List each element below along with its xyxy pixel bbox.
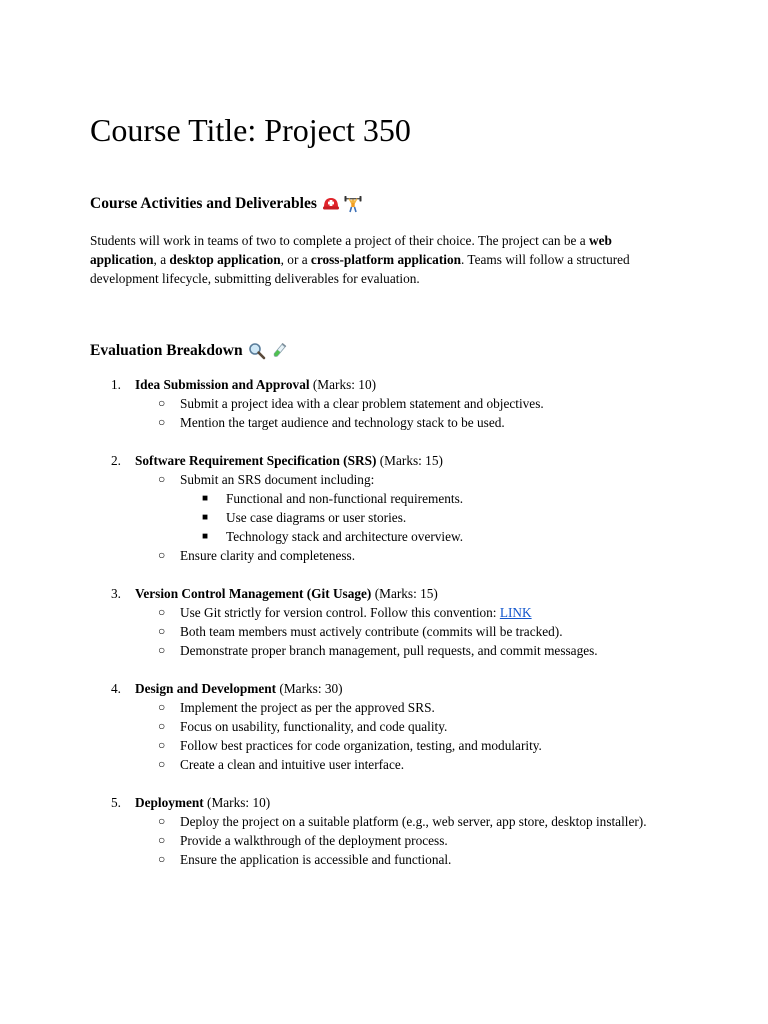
bullet-text: Use Git strictly for version control. Follow this convention: (180, 605, 500, 620)
circle-bullet-icon: ○ (158, 415, 166, 429)
bullet-item (0, 717, 768, 736)
sub-bullet-text: Functional and non-functional requirements. (226, 491, 464, 506)
bullet-text: Create a clean and intuitive user interface. (180, 757, 405, 772)
activities-heading (90, 193, 362, 215)
circle-bullet-icon: ○ (158, 738, 166, 752)
bullet-item (0, 413, 768, 432)
evaluation-item-header (0, 584, 768, 603)
item-title: Deployment (135, 795, 204, 810)
evaluation-item-header (0, 679, 768, 698)
item-marks: (Marks: 15) (376, 453, 443, 468)
circle-bullet-icon: ○ (158, 396, 166, 410)
circle-bullet-icon: ○ (158, 757, 166, 771)
intro-text-4: . Teams will follow a structured development lifecycle, submitting deliverables for evaluation. (90, 252, 630, 286)
sub-bullet-item (0, 508, 768, 527)
square-bullet-icon: ■ (202, 493, 209, 504)
evaluation-item (0, 793, 768, 869)
circle-bullet-icon: ○ (158, 472, 166, 486)
circle-bullet-icon: ○ (158, 814, 166, 828)
bullet-item (0, 698, 768, 717)
bullet-item (0, 546, 768, 565)
evaluation-list (0, 375, 768, 888)
convention-link[interactable]: LINK (499, 605, 532, 620)
item-number: 5. (111, 795, 121, 810)
item-number: 3. (111, 586, 121, 601)
sub-bullet-item (0, 527, 768, 546)
bullet-item (0, 736, 768, 755)
evaluation-item-header (0, 375, 768, 394)
bullet-text: Provide a walkthrough of the deployment process. (180, 833, 448, 848)
intro-bold-web-application: web application (90, 233, 612, 267)
bullet-item (0, 831, 768, 850)
evaluation-item-header (0, 451, 768, 470)
magnifying-glass-icon (248, 342, 266, 360)
bullet-text: Ensure clarity and completeness. (180, 548, 356, 563)
evaluation-item (0, 375, 768, 432)
intro-text-3: , or a (280, 252, 311, 267)
item-number: 2. (111, 453, 121, 468)
intro-bold-cross-platform-application: cross-platform application (310, 252, 461, 267)
bullet-item (0, 622, 768, 641)
bullet-text: Mention the target audience and technology stack to be used. (180, 415, 505, 430)
bullet-text: Submit an SRS document including: (180, 472, 375, 487)
bullet-text: Focus on usability, functionality, and code quality. (180, 719, 448, 734)
bullet-item (0, 755, 768, 774)
intro-text-2: , a (153, 252, 170, 267)
item-marks: (Marks: 30) (276, 681, 343, 696)
page-title: Course Title: Project 350 (90, 112, 411, 148)
square-bullet-icon: ■ (202, 512, 209, 523)
bullet-text: Deploy the project on a suitable platform (e.g., web server, app store, desktop installer). (180, 814, 647, 829)
bullet-item (0, 641, 768, 660)
intro-bold-desktop-application: desktop application (169, 252, 281, 267)
activities-heading-text: Course Activities and Deliverables (90, 195, 317, 212)
item-title: Software Requirement Specification (SRS) (135, 453, 377, 468)
sub-bullet-text: Technology stack and architecture overview. (226, 529, 464, 544)
test-tube-icon (270, 342, 288, 360)
item-title: Design and Development (135, 681, 277, 696)
circle-bullet-icon: ○ (158, 605, 166, 619)
item-number: 1. (111, 377, 121, 392)
item-title: Idea Submission and Approval (135, 377, 310, 392)
bullet-text: Both team members must actively contribute (commits will be tracked). (180, 624, 563, 639)
intro-paragraph (90, 231, 670, 288)
bullet-item (0, 470, 768, 489)
item-marks: (Marks: 10) (309, 377, 377, 392)
bullet-text: Submit a project idea with a clear problem statement and objectives. (180, 396, 544, 411)
bullet-text: Ensure the application is accessible and functional. (180, 852, 452, 867)
evaluation-item (0, 679, 768, 774)
evaluation-heading (90, 340, 288, 362)
bullet-text: Follow best practices for code organization, testing, and modularity. (180, 738, 542, 753)
rescue-helmet-icon (322, 195, 340, 213)
bullet-text: Demonstrate proper branch management, pull requests, and commit messages. (180, 643, 598, 658)
item-marks: (Marks: 15) (371, 586, 438, 601)
square-bullet-icon: ■ (202, 531, 209, 542)
circle-bullet-icon: ○ (158, 719, 166, 733)
item-marks: (Marks: 10) (203, 795, 271, 810)
bullet-item (0, 850, 768, 869)
bullet-item (0, 394, 768, 413)
weightlifter-icon (344, 195, 362, 213)
evaluation-item (0, 451, 768, 565)
circle-bullet-icon: ○ (158, 833, 166, 847)
evaluation-heading-text: Evaluation Breakdown (90, 342, 243, 359)
sub-bullet-text: Use case diagrams or user stories. (226, 510, 407, 525)
intro-text-1: Students will work in teams of two to complete a project of their choice. The project can be a (90, 233, 589, 248)
item-number: 4. (111, 681, 121, 696)
sub-bullet-item (0, 489, 768, 508)
bullet-item (0, 603, 768, 622)
circle-bullet-icon: ○ (158, 643, 166, 657)
circle-bullet-icon: ○ (158, 700, 166, 714)
evaluation-item-header (0, 793, 768, 812)
circle-bullet-icon: ○ (158, 548, 166, 562)
bullet-item (0, 812, 768, 831)
evaluation-item (0, 584, 768, 660)
item-title: Version Control Management (Git Usage) (135, 586, 372, 601)
circle-bullet-icon: ○ (158, 624, 166, 638)
circle-bullet-icon: ○ (158, 852, 166, 866)
bullet-text: Implement the project as per the approved SRS. (180, 700, 435, 715)
